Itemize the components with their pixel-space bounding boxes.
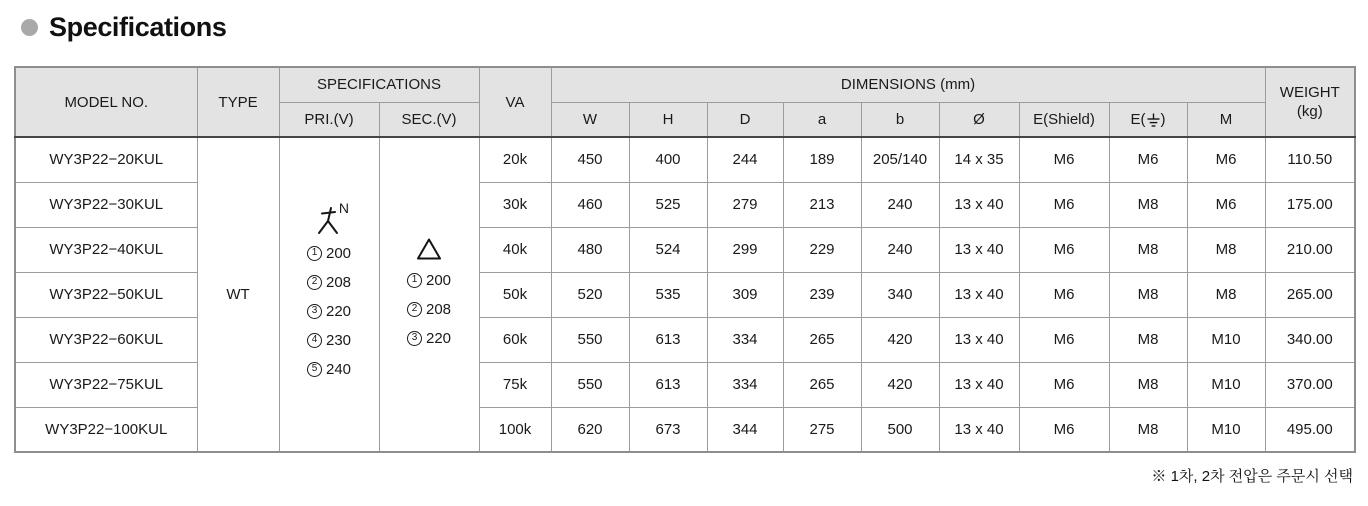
cell-phi: 13 x 40 <box>939 407 1019 452</box>
col-header-b: b <box>861 102 939 137</box>
col-header-d: D <box>707 102 783 137</box>
cell-h: 525 <box>629 182 707 227</box>
cell-model: WY3P22−75KUL <box>15 362 197 407</box>
cell-w: 620 <box>551 407 629 452</box>
col-header-a: a <box>783 102 861 137</box>
voltage-value: 230 <box>325 331 352 349</box>
cell-sec-voltages <box>379 137 479 452</box>
cell-w: 550 <box>551 362 629 407</box>
cell-pri-voltages <box>279 137 379 452</box>
cell-d: 344 <box>707 407 783 452</box>
cell-e_shield: M6 <box>1019 272 1109 317</box>
cell-w: 550 <box>551 317 629 362</box>
cell-model: WY3P22−40KUL <box>15 227 197 272</box>
col-header-type: TYPE <box>197 67 279 137</box>
cell-b: 240 <box>861 182 939 227</box>
cell-d: 309 <box>707 272 783 317</box>
cell-model: WY3P22−50KUL <box>15 272 197 317</box>
voltage-option <box>307 355 351 384</box>
footnote: ※ 1차, 2차 전압은 주문시 선택 <box>1151 468 1353 485</box>
cell-a: 239 <box>783 272 861 317</box>
col-header-e_shield: E(Shield) <box>1019 102 1109 137</box>
cell-e_shield: M6 <box>1019 137 1109 182</box>
bullet-icon <box>21 19 38 36</box>
cell-b: 500 <box>861 407 939 452</box>
cell-h: 535 <box>629 272 707 317</box>
voltage-value: 200 <box>425 271 452 289</box>
cell-model: WY3P22−20KUL <box>15 137 197 182</box>
voltage-option <box>307 268 351 297</box>
cell-weight: 495.00 <box>1265 407 1355 452</box>
circled-number: 1 <box>407 273 422 288</box>
cell-b: 340 <box>861 272 939 317</box>
cell-weight: 370.00 <box>1265 362 1355 407</box>
col-header-pri: PRI.(V) <box>279 102 379 137</box>
cell-b: 420 <box>861 317 939 362</box>
cell-phi: 13 x 40 <box>939 272 1019 317</box>
cell-e_ground: M8 <box>1109 182 1187 227</box>
cell-weight: 340.00 <box>1265 317 1355 362</box>
cell-va: 40k <box>479 227 551 272</box>
cell-e_shield: M6 <box>1019 362 1109 407</box>
circled-number: 4 <box>307 333 322 348</box>
cell-e_ground: M8 <box>1109 317 1187 362</box>
neutral-label: N <box>338 199 349 216</box>
col-header-m: M <box>1187 102 1265 137</box>
cell-phi: 13 x 40 <box>939 182 1019 227</box>
cell-model: WY3P22−30KUL <box>15 182 197 227</box>
cell-type: WT <box>197 137 279 452</box>
cell-w: 460 <box>551 182 629 227</box>
cell-b: 205/140 <box>861 137 939 182</box>
cell-h: 613 <box>629 317 707 362</box>
cell-a: 189 <box>783 137 861 182</box>
voltage-option <box>307 239 351 268</box>
cell-w: 450 <box>551 137 629 182</box>
weight-unit: (kg) <box>1296 103 1323 120</box>
voltage-option <box>407 295 451 324</box>
circled-number: 1 <box>307 246 322 261</box>
cell-e_ground: M8 <box>1109 362 1187 407</box>
voltage-value: 200 <box>325 244 352 262</box>
cell-m: M10 <box>1187 407 1265 452</box>
cell-va: 20k <box>479 137 551 182</box>
cell-va: 30k <box>479 182 551 227</box>
cell-h: 673 <box>629 407 707 452</box>
cell-d: 279 <box>707 182 783 227</box>
cell-h: 524 <box>629 227 707 272</box>
cell-e_ground: M6 <box>1109 137 1187 182</box>
col-header-model: MODEL NO. <box>15 67 197 137</box>
section-title <box>21 12 226 43</box>
cell-e_ground: M8 <box>1109 272 1187 317</box>
cell-weight: 110.50 <box>1265 137 1355 182</box>
col-header-specifications: SPECIFICATIONS <box>279 67 479 102</box>
earth-ground-icon <box>1146 111 1161 128</box>
col-header-va: VA <box>479 67 551 137</box>
voltage-value: 240 <box>325 360 352 378</box>
table-row <box>15 137 1355 182</box>
cell-m: M8 <box>1187 272 1265 317</box>
cell-d: 334 <box>707 362 783 407</box>
cell-phi: 13 x 40 <box>939 227 1019 272</box>
cell-a: 265 <box>783 362 861 407</box>
voltage-option <box>307 326 351 355</box>
cell-d: 299 <box>707 227 783 272</box>
cell-b: 420 <box>861 362 939 407</box>
voltage-value: 220 <box>425 329 452 347</box>
cell-m: M6 <box>1187 182 1265 227</box>
cell-a: 229 <box>783 227 861 272</box>
col-header-sec: SEC.(V) <box>379 102 479 137</box>
col-header-phi: Ø <box>939 102 1019 137</box>
cell-e_shield: M6 <box>1019 407 1109 452</box>
circled-number: 3 <box>307 304 322 319</box>
col-header-e_ground: E( ) <box>1109 102 1187 137</box>
cell-e_ground: M8 <box>1109 227 1187 272</box>
cell-e_shield: M6 <box>1019 182 1109 227</box>
cell-e_shield: M6 <box>1019 317 1109 362</box>
voltage-value: 220 <box>325 302 352 320</box>
cell-d: 244 <box>707 137 783 182</box>
cell-e_shield: M6 <box>1019 227 1109 272</box>
cell-m: M10 <box>1187 362 1265 407</box>
circled-number: 2 <box>307 275 322 290</box>
cell-a: 213 <box>783 182 861 227</box>
col-header-w: W <box>551 102 629 137</box>
cell-b: 240 <box>861 227 939 272</box>
voltage-option <box>407 266 451 295</box>
cell-va: 50k <box>479 272 551 317</box>
cell-weight: 265.00 <box>1265 272 1355 317</box>
specifications-table <box>14 66 1356 453</box>
cell-h: 400 <box>629 137 707 182</box>
circled-number: 5 <box>307 362 322 377</box>
col-header-weight <box>1265 67 1355 137</box>
cell-weight: 210.00 <box>1265 227 1355 272</box>
cell-model: WY3P22−100KUL <box>15 407 197 452</box>
cell-phi: 13 x 40 <box>939 317 1019 362</box>
cell-model: WY3P22−60KUL <box>15 317 197 362</box>
wye-n-icon <box>312 199 349 236</box>
voltage-value: 208 <box>325 273 352 291</box>
cell-phi: 14 x 35 <box>939 137 1019 182</box>
cell-a: 265 <box>783 317 861 362</box>
cell-weight: 175.00 <box>1265 182 1355 227</box>
cell-d: 334 <box>707 317 783 362</box>
circled-number: 3 <box>407 331 422 346</box>
cell-va: 75k <box>479 362 551 407</box>
cell-w: 520 <box>551 272 629 317</box>
cell-m: M10 <box>1187 317 1265 362</box>
cell-m: M6 <box>1187 137 1265 182</box>
cell-phi: 13 x 40 <box>939 362 1019 407</box>
cell-m: M8 <box>1187 227 1265 272</box>
cell-a: 275 <box>783 407 861 452</box>
cell-e_ground: M8 <box>1109 407 1187 452</box>
voltage-option <box>307 297 351 326</box>
cell-h: 613 <box>629 362 707 407</box>
circled-number: 2 <box>407 302 422 317</box>
delta-icon <box>416 237 442 261</box>
voltage-option <box>407 324 451 353</box>
col-header-h: H <box>629 102 707 137</box>
cell-va: 60k <box>479 317 551 362</box>
col-header-dimensions: DIMENSIONS (mm) <box>551 67 1265 102</box>
voltage-value: 208 <box>425 300 452 318</box>
cell-va: 100k <box>479 407 551 452</box>
cell-w: 480 <box>551 227 629 272</box>
page-title: Specifications <box>49 12 227 42</box>
weight-label: WEIGHT <box>1279 84 1340 101</box>
